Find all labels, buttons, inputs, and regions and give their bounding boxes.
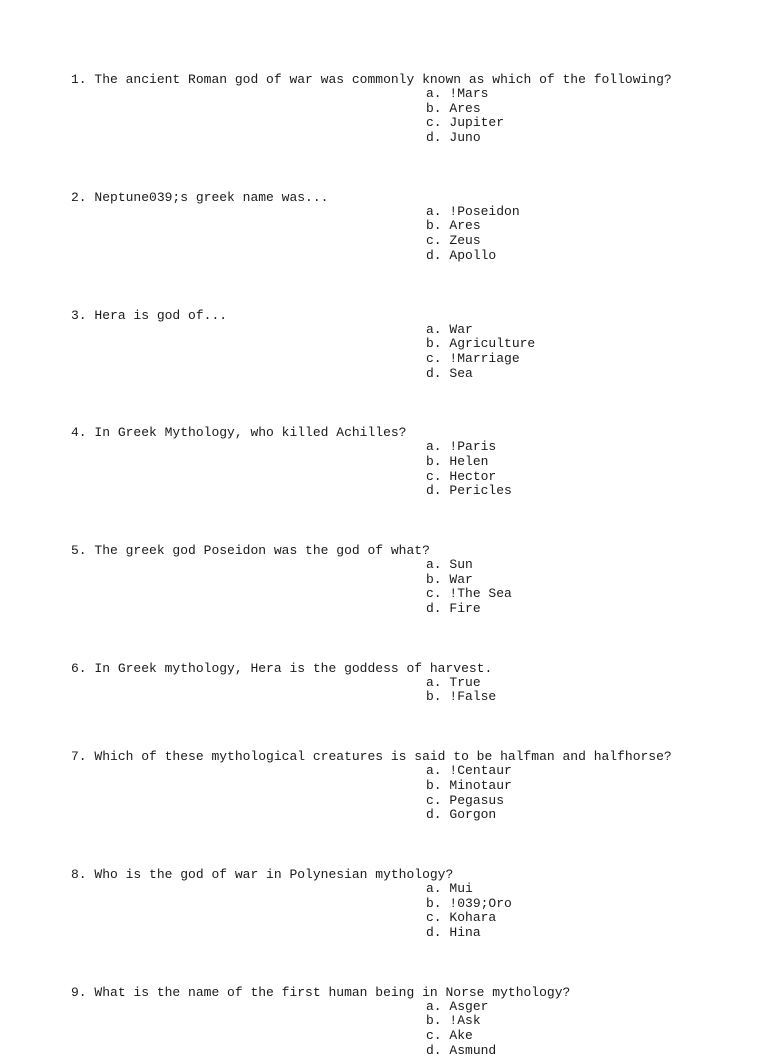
spacer bbox=[71, 823, 751, 867]
option-text: Asmund bbox=[449, 1042, 497, 1058]
question-5 bbox=[71, 543, 751, 617]
spacer bbox=[71, 146, 751, 190]
question-prompt: Neptune039;s greek name was... bbox=[94, 189, 329, 205]
option-letter: a. bbox=[426, 557, 442, 572]
question-number: 3. bbox=[71, 307, 87, 323]
option-a bbox=[426, 87, 751, 102]
question-prompt: Which of these mythological creatures is said to be halfman and halfhorse? bbox=[94, 749, 672, 765]
option-text: Helen bbox=[449, 453, 489, 469]
option-letter: c. bbox=[426, 115, 442, 131]
question-prompt: What is the name of the first human being in Norse mythology? bbox=[94, 984, 571, 1000]
option-text: !Ask bbox=[449, 1013, 481, 1029]
option-letter: a. bbox=[426, 674, 442, 690]
option-letter: d. bbox=[426, 483, 442, 499]
option-letter: d. bbox=[426, 130, 442, 146]
question-prompt: In Greek mythology, Hera is the goddess of harvest. bbox=[94, 660, 493, 676]
option-letter: b. bbox=[426, 100, 442, 116]
option-letter: a. bbox=[426, 763, 442, 779]
spacer bbox=[71, 381, 751, 425]
question-number: 9. bbox=[71, 984, 87, 1000]
question-prompt: The greek god Poseidon was the god of what? bbox=[94, 543, 430, 558]
option-c bbox=[426, 1029, 751, 1044]
option-text: Kohara bbox=[449, 910, 497, 926]
option-letter: d. bbox=[426, 807, 442, 823]
spacer bbox=[71, 617, 751, 661]
option-text: Sun bbox=[449, 557, 473, 572]
spacer bbox=[71, 705, 751, 749]
option-text: Ake bbox=[449, 1028, 473, 1043]
option-letter: c. bbox=[426, 1028, 442, 1043]
question-text bbox=[71, 543, 751, 558]
option-a bbox=[426, 440, 751, 455]
option-letter: b. bbox=[426, 453, 442, 469]
question-number: 5. bbox=[71, 543, 87, 558]
question-3 bbox=[71, 308, 751, 382]
option-letter: d. bbox=[426, 924, 442, 940]
question-text bbox=[71, 425, 751, 440]
option-list bbox=[71, 558, 751, 617]
option-letter: b. bbox=[426, 336, 442, 352]
question-number: 4. bbox=[71, 425, 87, 441]
option-text: Ares bbox=[449, 218, 481, 234]
option-b bbox=[426, 1014, 751, 1029]
spacer bbox=[71, 941, 751, 985]
spacer bbox=[71, 264, 751, 308]
option-text: !Mars bbox=[449, 86, 489, 101]
option-a bbox=[426, 882, 751, 897]
question-2 bbox=[71, 190, 751, 264]
option-letter: d. bbox=[426, 365, 442, 381]
option-letter: a. bbox=[426, 86, 442, 101]
option-text: Jupiter bbox=[449, 115, 505, 131]
option-letter: b. bbox=[426, 895, 442, 911]
option-text: Pegasus bbox=[449, 792, 505, 808]
option-list bbox=[71, 676, 751, 705]
option-list bbox=[71, 440, 751, 499]
option-letter: a. bbox=[426, 203, 442, 219]
option-text: !Poseidon bbox=[449, 203, 520, 219]
option-d bbox=[426, 484, 751, 499]
option-text: Ares bbox=[449, 100, 481, 116]
spacer bbox=[71, 499, 751, 543]
option-letter: a. bbox=[426, 321, 442, 337]
option-c bbox=[426, 116, 751, 131]
option-letter: c. bbox=[426, 233, 442, 249]
option-c bbox=[426, 911, 751, 926]
option-d bbox=[426, 131, 751, 146]
option-letter: c. bbox=[426, 792, 442, 808]
option-text: War bbox=[449, 571, 473, 587]
option-c bbox=[426, 234, 751, 249]
option-text: Zeus bbox=[449, 233, 481, 249]
question-text bbox=[71, 661, 751, 676]
quiz-document bbox=[71, 72, 751, 1058]
option-list bbox=[71, 87, 751, 146]
option-list bbox=[71, 205, 751, 264]
option-text: Sea bbox=[449, 365, 473, 381]
option-a bbox=[426, 558, 751, 573]
option-d bbox=[426, 808, 751, 823]
option-text: Asger bbox=[449, 998, 489, 1014]
question-1 bbox=[71, 72, 751, 146]
option-letter: c. bbox=[426, 468, 442, 484]
question-4 bbox=[71, 425, 751, 499]
option-letter: c. bbox=[426, 586, 442, 602]
option-d bbox=[426, 926, 751, 941]
question-text bbox=[71, 72, 751, 87]
option-list bbox=[71, 1000, 751, 1058]
option-b bbox=[426, 573, 751, 588]
option-list bbox=[71, 323, 751, 382]
question-number: 8. bbox=[71, 866, 87, 882]
option-text: !The Sea bbox=[449, 586, 512, 602]
question-text bbox=[71, 867, 751, 882]
option-letter: b. bbox=[426, 689, 442, 705]
option-d bbox=[426, 1044, 751, 1058]
question-number: 6. bbox=[71, 660, 87, 676]
option-b bbox=[426, 897, 751, 912]
option-text: Apollo bbox=[449, 247, 497, 263]
option-text: !039;Oro bbox=[449, 895, 512, 911]
option-a bbox=[426, 676, 751, 691]
option-b bbox=[426, 337, 751, 352]
option-text: Pericles bbox=[449, 483, 512, 499]
option-text: Hector bbox=[449, 468, 497, 484]
option-text: !False bbox=[449, 689, 497, 705]
option-text: Fire bbox=[449, 601, 481, 617]
question-9 bbox=[71, 985, 751, 1058]
option-letter: d. bbox=[426, 601, 442, 617]
option-c bbox=[426, 794, 751, 809]
question-prompt: Who is the god of war in Polynesian mythology? bbox=[94, 866, 454, 882]
option-b bbox=[426, 102, 751, 117]
option-text: Minotaur bbox=[449, 777, 512, 793]
option-list bbox=[71, 882, 751, 941]
option-letter: a. bbox=[426, 439, 442, 455]
option-text: Hina bbox=[449, 924, 481, 940]
option-b bbox=[426, 690, 751, 705]
option-letter: b. bbox=[426, 571, 442, 587]
option-a bbox=[426, 764, 751, 779]
option-letter: c. bbox=[426, 910, 442, 926]
option-a bbox=[426, 323, 751, 338]
option-b bbox=[426, 779, 751, 794]
question-prompt: The ancient Roman god of war was commonly known as which of the following? bbox=[94, 72, 672, 87]
option-text: War bbox=[449, 321, 473, 337]
option-c bbox=[426, 470, 751, 485]
option-text: !Marriage bbox=[449, 350, 520, 366]
option-letter: b. bbox=[426, 218, 442, 234]
option-d bbox=[426, 367, 751, 382]
question-text bbox=[71, 749, 751, 764]
question-prompt: In Greek Mythology, who killed Achilles? bbox=[94, 425, 407, 441]
option-letter: a. bbox=[426, 998, 442, 1014]
question-number: 2. bbox=[71, 189, 87, 205]
option-c bbox=[426, 352, 751, 367]
option-text: True bbox=[449, 674, 481, 690]
option-text: Agriculture bbox=[449, 336, 536, 352]
option-text: Juno bbox=[449, 130, 481, 146]
question-8 bbox=[71, 867, 751, 941]
option-letter: d. bbox=[426, 247, 442, 263]
question-number: 7. bbox=[71, 749, 87, 765]
option-c bbox=[426, 587, 751, 602]
option-letter: b. bbox=[426, 777, 442, 793]
option-a bbox=[426, 205, 751, 220]
question-text bbox=[71, 985, 751, 1000]
option-letter: c. bbox=[426, 350, 442, 366]
question-6 bbox=[71, 661, 751, 705]
option-text: Mui bbox=[449, 880, 473, 896]
option-text: Gorgon bbox=[449, 807, 497, 823]
question-prompt: Hera is god of... bbox=[94, 307, 228, 323]
option-a bbox=[426, 1000, 751, 1015]
question-7 bbox=[71, 749, 751, 823]
option-letter: a. bbox=[426, 880, 442, 896]
option-text: !Centaur bbox=[449, 763, 512, 779]
option-letter: d. bbox=[426, 1042, 442, 1058]
question-number: 1. bbox=[71, 72, 87, 87]
option-text: !Paris bbox=[449, 439, 497, 455]
option-d bbox=[426, 249, 751, 264]
option-d bbox=[426, 602, 751, 617]
option-letter: b. bbox=[426, 1013, 442, 1029]
question-text bbox=[71, 308, 751, 323]
question-text bbox=[71, 190, 751, 205]
option-b bbox=[426, 455, 751, 470]
option-b bbox=[426, 219, 751, 234]
option-list bbox=[71, 764, 751, 823]
